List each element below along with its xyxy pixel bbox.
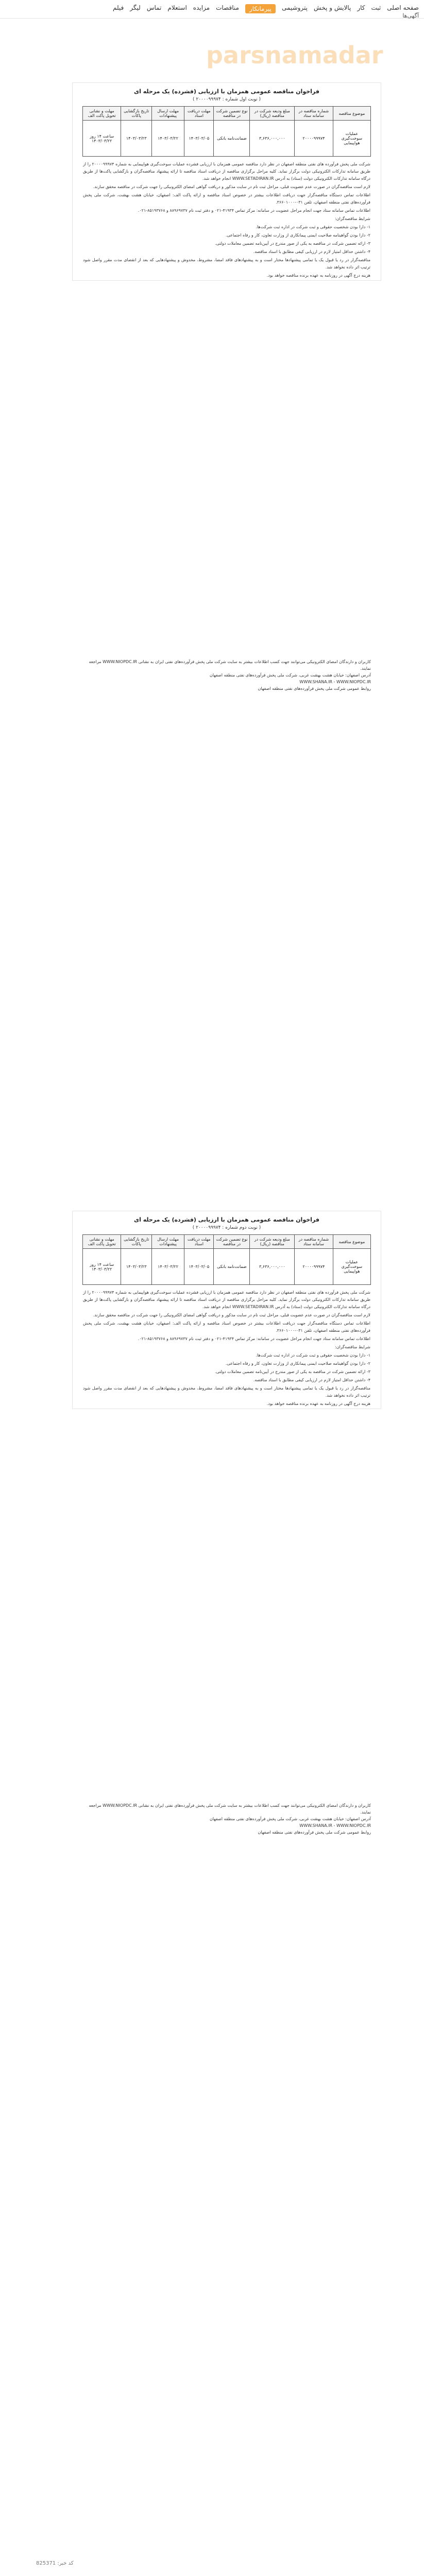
nav-item-9[interactable]: تماس (146, 4, 162, 11)
news-code: کد خبر: 825371 (36, 2561, 74, 2566)
announcement-subtitle: ( نوبت اول شماره : ۲۰۰۰۰۹۹۹۷۴ ) (193, 97, 261, 102)
table-cell: عملیات سوخت‌گیری هواپیمایی (333, 121, 370, 157)
nav-item-3[interactable]: پالایش و پخش (314, 4, 351, 11)
table-header: مبلغ ودیعه شرکت در مناقصه (ریال) (250, 1235, 295, 1249)
footer-line: WWW.SHANA.IR - WWW.NIOPDC.IR (299, 1823, 371, 1828)
paragraph: مناقصه‌گزار در رد یا قبول یک یا تمامی پیشنهادها مختار است و به پیشنهادهای فاقد امضا، مشروط، مخدوش و پیشنهادهایی که بعد از انقضای مدت مقرر واصل شود ترتیب اثر داده نخواهد شد. (83, 258, 370, 269)
paragraph: اطلاعات تماس دستگاه مناقصه‌گزار جهت دریافت اطلاعات بیشتر در خصوص اسناد مناقصه و ارائه پاکت الف: اصفهان، خیابان هشت بهشت، شرکت ملی پخش فرآورده‌های نفتی منطقه اصفهان، تلفن ۰۳۱-۳۶۶۰۱۰۰۰. (83, 193, 370, 205)
table-cell: عملیات سوخت‌گیری هواپیمایی (333, 1249, 370, 1285)
paragraph: ۳- ارائه تضمین شرکت در مناقصه به یکی از صور مندرج در آیین‌نامه تضمین معاملات دولتی. (214, 241, 370, 246)
table-row (83, 121, 371, 157)
announcement-subtitle: ( نوبت دوم شماره : ۲۰۰۰۰۹۹۹۷۴ ) (192, 1225, 261, 1230)
tender-table (82, 106, 371, 157)
announcement-body (73, 1289, 381, 1408)
table-header: موضوع مناقصه (333, 107, 370, 121)
footer-line: آدرس اصفهان: خیابان هشت بهشت غربی، شرکت ملی پخش فرآورده‌های نفتی منطقه اصفهان (209, 673, 371, 677)
paragraph: اطلاعات تماس سامانه ستاد جهت انجام مراحل عضویت در سامانه: مرکز تماس ۴۱۹۳۴-۰۲۱ و دفتر ثبت نام ۸۸۹۶۹۷۳۷ و ۸۵۱۹۳۷۶۸-۰۲۱. (138, 208, 370, 213)
table-cell: ضمانت‌نامه بانکی (214, 1249, 250, 1285)
paragraph: شرکت ملی پخش فرآورده های نفتی منطقه اصفهان در نظر دارد مناقصه عمومی همزمان با ارزیابی فشرده عملیات سوخت‌گیری هواپیمایی به شماره ۲۰۰۰۰۹۹۹۷۴ را از طریق سامانه تدارکات الکترونیکی دولت برگزار نماید. کلیه مراحل برگزاری مناقصه از دریافت اسناد مناقصه تا ارائه پیشنهاد مناقصه‌گران و بازگشایی پاکت‌ها از طریق درگاه سامانه تدارکات الکترونیکی دولت (ستاد) به آدرس WWW.SETADIRAN.IR انجام خواهد شد. (83, 162, 370, 181)
nav-item-home[interactable]: صفحه اصلی (387, 4, 419, 11)
paragraph: هزینه درج آگهی در روزنامه به عهده برنده مناقصه خواهد بود. (266, 273, 370, 278)
article-content (15, 36, 410, 2576)
announcement-title: فراخوان مناقصه عمومی همزمان با ارزیابی (فشرده) یک مرحله ای (134, 1216, 319, 1223)
table-header: مهلت دریافت اسناد (184, 1235, 214, 1249)
table-header: مهلت ارسال پیشنهادات (152, 107, 184, 121)
nav-item-6[interactable]: مناقصات (216, 4, 239, 11)
table-header-row (83, 1235, 371, 1249)
table-cell: ۱۴۰۳/۰۳/۲۲ (152, 121, 184, 157)
table-header: مهلت و نشانی تحویل پاکت الف (83, 1235, 121, 1249)
table-cell: ۱۴۰۳/۰۳/۲۳ (121, 1249, 152, 1285)
announcement-footer-first (72, 654, 381, 696)
table-header: تاریخ بازگشایی پاکات (121, 1235, 152, 1249)
table-cell: ۲۰۰۰۰۹۹۹۷۴ (295, 1249, 333, 1285)
paragraph: ۴- داشتن حداقل امتیاز لازم در ارزیابی کیفی مطابق با اسناد مناقصه. (253, 249, 370, 254)
table-cell: ۲۰۰۰۰۹۹۹۷۴ (295, 121, 333, 157)
watermark-logo: parsnamadar (206, 41, 383, 69)
footer-line: روابط عمومی شرکت ملی پخش فرآورده‌های نفتی منطقه اصفهان (258, 1830, 371, 1835)
paragraph: مناقصه‌گزار در رد یا قبول یک یا تمامی پیشنهادها مختار است و به پیشنهادهای فاقد امضا، مشروط، مخدوش و پیشنهادهایی که بعد از انقضای مدت مقرر واصل شود ترتیب اثر داده نخواهد شد. (83, 1386, 370, 1398)
footer-line: آدرس اصفهان: خیابان هشت بهشت غربی، شرکت ملی پخش فرآورده‌های نفتی منطقه اصفهان (209, 1817, 371, 1821)
table-cell: ساعت ۱۴ روز ۱۴۰۳/۰۳/۲۲ (83, 121, 121, 157)
paragraph: ۳- ارائه تضمین شرکت در مناقصه به یکی از صور مندرج در آیین‌نامه تضمین معاملات دولتی. (214, 1369, 370, 1374)
table-cell: ساعت ۱۴ روز ۱۴۰۳/۰۳/۲۲ (83, 1249, 121, 1285)
tender-table (82, 1234, 371, 1285)
footer-line: کاربران و دارندگان امضای الکترونیکی می‌توانند جهت کسب اطلاعات بیشتر به سایت شرکت ملی پخش فرآورده‌های نفتی ایران به نشانی WWW.NIOPDC.IR مراجعه نمایند. (89, 1803, 371, 1815)
nav-item-7[interactable]: مزایده (193, 4, 210, 11)
table-header: مهلت و نشانی تحویل پاکت الف (83, 107, 121, 121)
nav-item-5[interactable]: پیرمانکار (245, 4, 276, 13)
table-cell: ۳,۶۳۶,۰۰۰,۰۰۰ (250, 121, 295, 157)
paragraph: ۱- دارا بودن شخصیت حقوقی و ثبت شرکت در اداره ثبت شرکت‌ها. (256, 225, 370, 229)
nav-item-1[interactable]: ثبت (371, 4, 381, 11)
paragraph: شرایط مناقصه‌گران: (335, 216, 370, 221)
paragraph: هزینه درج آگهی در روزنامه به عهده برنده مناقصه خواهد بود. (266, 1401, 370, 1406)
table-cell: ۱۴۰۳/۰۳/۲۳ (121, 121, 152, 157)
table-header-row (83, 107, 371, 121)
nav-item-4[interactable]: پتروشیمی (282, 4, 308, 11)
footer-line: کاربران و دارندگان امضای الکترونیکی می‌توانند جهت کسب اطلاعات بیشتر به سایت شرکت ملی پخش فرآورده‌های نفتی ایران به نشانی WWW.NIOPDC.IR مراجعه نمایند. (89, 659, 371, 671)
announcement-body (73, 161, 381, 279)
nav-item-11[interactable]: فیلم (112, 4, 124, 11)
table-header: موضوع مناقصه (333, 1235, 370, 1249)
top-navigation (0, 0, 424, 19)
table-row (83, 1249, 371, 1285)
paragraph: ۲- دارا بودن گواهینامه صلاحیت ایمنی پیمانکاری از وزارت تعاون، کار و رفاه اجتماعی. (225, 233, 370, 238)
table-cell: ۱۴۰۳/۰۳/۰۵ (184, 121, 214, 157)
paragraph: شرکت ملی پخش فرآورده های نفتی منطقه اصفهان در نظر دارد مناقصه عمومی همزمان با ارزیابی فشرده عملیات سوخت‌گیری هواپیمایی به شماره ۲۰۰۰۰۹۹۹۷۴ را از طریق سامانه تدارکات الکترونیکی دولت برگزار نماید. کلیه مراحل برگزاری مناقصه از دریافت اسناد مناقصه تا ارائه پیشنهاد مناقصه‌گران و بازگشایی پاکت‌ها از طریق درگاه سامانه تدارکات الکترونیکی دولت (ستاد) به آدرس WWW.SETADIRAN.IR انجام خواهد شد. (83, 1290, 370, 1309)
table-cell: ۳,۶۳۶,۰۰۰,۰۰۰ (250, 1249, 295, 1285)
nav-second-row[interactable]: آگهی‌ها (402, 12, 419, 19)
paragraph: اطلاعات تماس سامانه ستاد جهت انجام مراحل عضویت در سامانه: مرکز تماس ۴۱۹۳۴-۰۲۱ و دفتر ثبت نام ۸۸۹۶۹۷۳۷ و ۸۵۱۹۳۷۶۸-۰۲۱. (138, 1336, 370, 1341)
announcement-second (72, 1211, 381, 1409)
table-cell: ضمانت‌نامه بانکی (214, 121, 250, 157)
paragraph: اطلاعات تماس دستگاه مناقصه‌گزار جهت دریافت اطلاعات بیشتر در خصوص اسناد مناقصه و ارائه پاکت الف: اصفهان، خیابان هشت بهشت، شرکت ملی پخش فرآورده‌های نفتی منطقه اصفهان، تلفن ۰۳۱-۳۶۶۰۱۰۰۰. (83, 1321, 370, 1333)
announcement-first (72, 82, 381, 281)
paragraph: ۲- دارا بودن گواهینامه صلاحیت ایمنی پیمانکاری از وزارت تعاون، کار و رفاه اجتماعی. (225, 1361, 370, 1366)
paragraph: ۴- داشتن حداقل امتیاز لازم در ارزیابی کیفی مطابق با اسناد مناقصه. (253, 1378, 370, 1382)
paragraph: لازم است مناقصه‌گران در صورت عدم عضویت قبلی، مراحل ثبت نام در سایت مذکور و دریافت گواهی امضای الکترونیکی را جهت شرکت در مناقصه محقق سازند. (93, 184, 370, 189)
announcement-title: فراخوان مناقصه عمومی همزمان با ارزیابی (فشرده) یک مرحله ای (134, 88, 319, 95)
table-cell: ۱۴۰۳/۰۳/۰۵ (184, 1249, 214, 1285)
table-header: مبلغ ودیعه شرکت در مناقصه (ریال) (250, 107, 295, 121)
nav-item-8[interactable]: استعلام (167, 4, 187, 11)
announcement-footer-second (72, 1798, 381, 1840)
table-header: نوع تضمین شرکت در مناقصه (214, 1235, 250, 1249)
table-header: تاریخ بازگشایی پاکات (121, 107, 152, 121)
paragraph: شرایط مناقصه‌گران: (335, 1345, 370, 1349)
paragraph: ۱- دارا بودن شخصیت حقوقی و ثبت شرکت در اداره ثبت شرکت‌ها. (256, 1353, 370, 1358)
table-header: شماره مناقصه در سامانه ستاد (295, 107, 333, 121)
table-header: مهلت ارسال پیشنهادات (152, 1235, 184, 1249)
nav-item-2[interactable]: کار (357, 4, 365, 11)
paragraph: لازم است مناقصه‌گران در صورت عدم عضویت قبلی، مراحل ثبت نام در سایت مذکور و دریافت گواهی امضای الکترونیکی را جهت شرکت در مناقصه محقق سازند. (93, 1313, 370, 1317)
table-header: شماره مناقصه در سامانه ستاد (295, 1235, 333, 1249)
footer-line: WWW.SHANA.IR - WWW.NIOPDC.IR (299, 680, 371, 684)
table-cell: ۱۴۰۳/۰۳/۲۲ (152, 1249, 184, 1285)
table-header: مهلت دریافت اسناد (184, 107, 214, 121)
nav-item-10[interactable]: لیگر (130, 4, 141, 11)
footer-line: روابط عمومی شرکت ملی پخش فرآورده‌های نفتی منطقه اصفهان (258, 686, 371, 691)
table-header: نوع تضمین شرکت در مناقصه (214, 107, 250, 121)
nav-items (113, 4, 419, 13)
